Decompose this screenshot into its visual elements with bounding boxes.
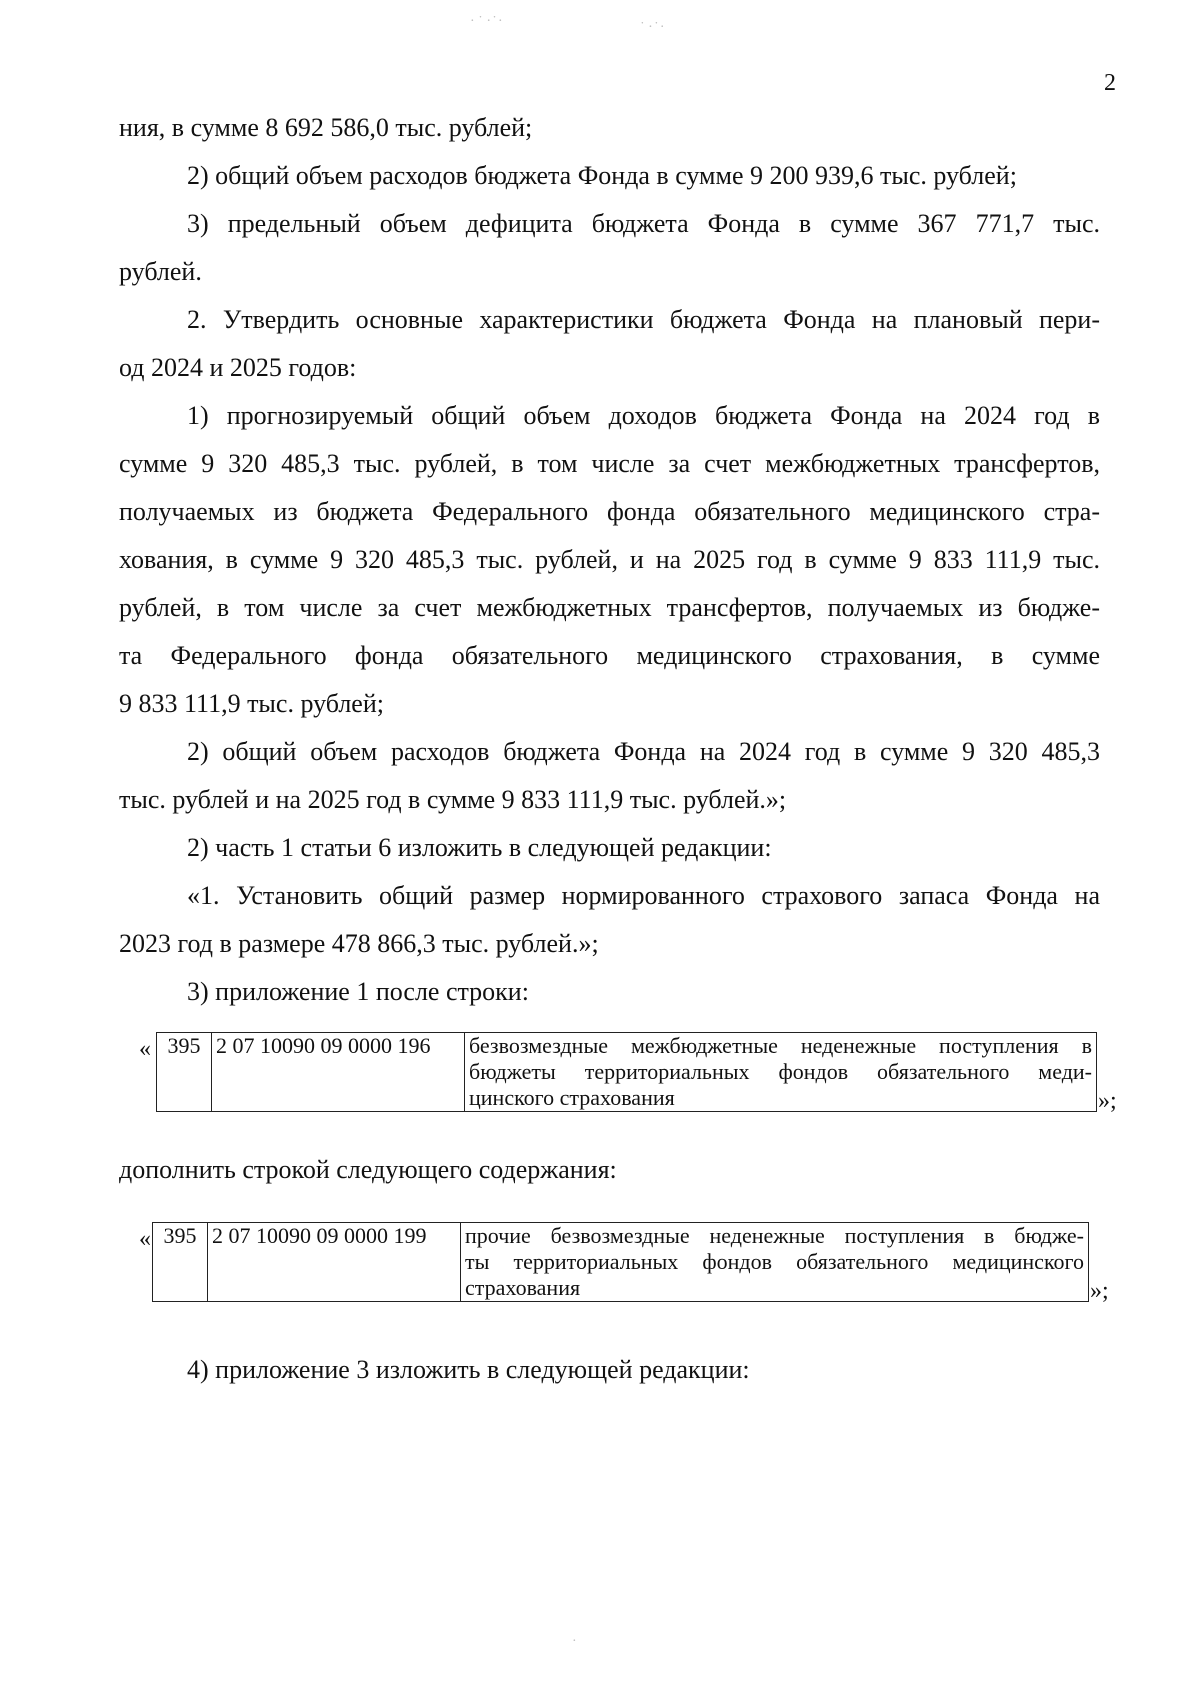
paragraph-line: тыс. рублей и на 2025 год в сумме 9 833 111,9 тыс. рублей.»; <box>119 785 787 814</box>
budget-row-table <box>152 1222 1089 1302</box>
paragraph-line: 2) часть 1 статьи 6 изложить в следующей редакции: <box>187 833 772 862</box>
paragraph-line: 9 833 111,9 тыс. рублей; <box>119 689 384 718</box>
page-number: 2 <box>1104 70 1116 96</box>
paragraph-line: 4) приложение 3 изложить в следующей редакции: <box>187 1355 750 1384</box>
paragraph-line: «1. Установить общий размер нормированного страхового запаса Фонда на <box>187 881 1100 910</box>
paragraph-line: 3) приложение 1 после строки: <box>187 977 529 1006</box>
table-open-quote: « <box>139 1036 151 1062</box>
paragraph-line: рублей, в том числе за счет межбюджетных трансфертов, получаемых из бюдже- <box>119 593 1100 622</box>
description-cell <box>465 1033 1097 1112</box>
description-line: страхования <box>465 1275 581 1300</box>
scan-artifact: · ˙ · ̇ · <box>470 14 503 29</box>
paragraph-line: од 2024 и 2025 годов: <box>119 353 357 382</box>
table-close-quote: »; <box>1098 1088 1117 1114</box>
description-line: безвозмездные межбюджетные неденежные поступления в <box>469 1033 1092 1058</box>
description-line: бюджеты территориальных фондов обязательного меди- <box>469 1059 1092 1084</box>
paragraph-line: рублей. <box>119 257 202 286</box>
paragraph-line: ния, в сумме 8 692 586,0 тыс. рублей; <box>119 113 533 142</box>
paragraph-line: сумме 9 320 485,3 тыс. рублей, в том числе за счет межбюджетных трансфертов, <box>119 449 1100 478</box>
table-row <box>157 1033 1097 1112</box>
admin-code-cell: 395 <box>153 1223 208 1302</box>
admin-code-cell: 395 <box>157 1033 212 1112</box>
paragraph-line: получаемых из бюджета Федерального фонда обязательного медицинского стра- <box>119 497 1100 526</box>
paragraph-line: 2. Утвердить основные характеристики бюджета Фонда на плановый пери- <box>187 305 1100 334</box>
scan-artifact: ˙ · ̇ · <box>640 20 665 35</box>
kbk-code-cell: 2 07 10090 09 0000 196 <box>212 1033 465 1112</box>
paragraph-line: 1) прогнозируемый общий объем доходов бюджета Фонда на 2024 год в <box>187 401 1100 430</box>
table-close-quote: »; <box>1090 1278 1109 1304</box>
paragraph-line: 2) общий объем расходов бюджета Фонда в сумме 9 200 939,6 тыс. рублей; <box>187 161 1017 190</box>
paragraph-line: 2023 год в размере 478 866,3 тыс. рублей.»; <box>119 929 599 958</box>
description-cell <box>461 1223 1089 1302</box>
description-line: ты территориальных фондов обязательного медицинского <box>465 1249 1084 1274</box>
paragraph-line: хования, в сумме 9 320 485,3 тыс. рублей, и на 2025 год в сумме 9 833 111,9 тыс. <box>119 545 1100 574</box>
paragraph-line: дополнить строкой следующего содержания: <box>119 1155 617 1184</box>
description-line: цинского страхования <box>469 1085 675 1110</box>
paragraph-line: 3) предельный объем дефицита бюджета Фонда в сумме 367 771,7 тыс. <box>187 209 1100 238</box>
table-open-quote: « <box>139 1226 151 1252</box>
table-row <box>153 1223 1089 1302</box>
paragraph-line: 2) общий объем расходов бюджета Фонда на 2024 год в сумме 9 320 485,3 <box>187 737 1100 766</box>
kbk-code-cell: 2 07 10090 09 0000 199 <box>208 1223 461 1302</box>
budget-row-table <box>156 1032 1097 1112</box>
scan-artifact: · <box>572 1634 577 1649</box>
paragraph-line: та Федерального фонда обязательного медицинского страхования, в сумме <box>119 641 1100 670</box>
description-line: прочие безвозмездные неденежные поступления в бюдже- <box>465 1223 1084 1248</box>
